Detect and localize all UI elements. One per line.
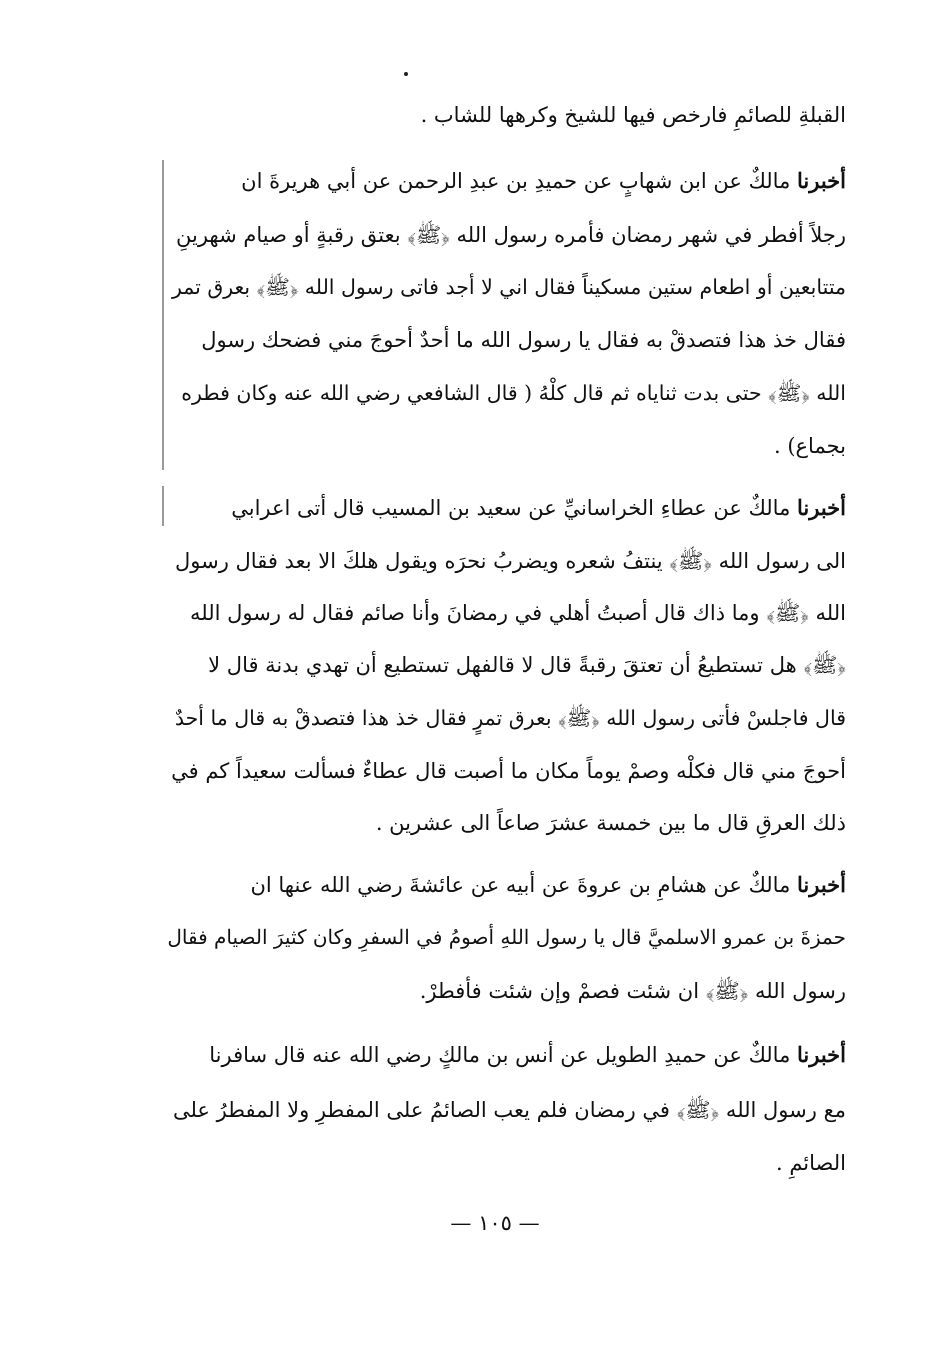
margin-line [162,486,164,526]
text-line: أحوجَ مني قال فكلْه وصمْ يوماً مكان ما أصبت قال عطاءٌ فسألت سعيداً كم في [171,759,846,783]
lead-word: أخبرنا [797,1042,846,1067]
text-line: رجلاً أفطر في شهر رمضان فأمره رسول الله ﴿ﷺ﴾ بعتق رقبةٍ أو صيام شهرينِ [176,223,846,247]
text-line: الصائمِ . [775,1151,846,1175]
text-line: أخبرنا مالكٌ عن عطاءِ الخراسانيِّ عن سعيد بن المسيب قال أتى اعرابي [231,495,846,520]
text-line: حمزةَ بن عمرو الاسلميَّ قال يا رسول اللهِ أصومُ في السفرِ وكان كثيرَ الصيام فقال [167,925,846,949]
text-line: متتابعين أو اطعام ستين مسكيناً فقال اني لا أجد فاتى رسول الله ﴿ﷺ﴾ بعرق تمر [171,275,846,299]
text-line: أخبرنا مالكٌ عن هشامِ بن عروةَ عن أبيه عن عائشةَ رضي الله عنها ان [250,872,846,897]
text-line: القبلةِ للصائمِ فارخص فيها للشيخ وكرهها للشاب . [420,103,846,127]
page-number: — ١٠٥ — [450,1211,540,1235]
text-line: قال فاجلسْ فأتى رسول الله ﴿ﷺ﴾ بعرق تمرٍ فقال خذ هذا فتصدقْ به قال ما أحدٌ [174,706,846,730]
text-line: أخبرنا مالكٌ عن ابن شهابٍ عن حميدِ بن عبدِ الرحمن عن أبي هريرةَ ان [241,168,846,193]
text-line: ذلك العرقِ قال ما بين خمسة عشرَ صاعاً الى عشرين . [375,811,846,835]
lead-word: أخبرنا [797,495,846,520]
margin-line [162,160,164,470]
text-line: الى رسول الله ﴿ﷺ﴾ ينتفُ شعره ويضربُ نحرَه ويقول هلكَ الا بعد فقال رسول [175,549,846,573]
lead-word: أخبرنا [797,872,846,897]
lead-word: أخبرنا [797,168,846,193]
text-line: رسول الله ﴿ﷺ﴾ ان شئت فصمْ وإن شئت فأفطرْ. [419,979,846,1003]
text-line: أخبرنا مالكٌ عن حميدِ الطويل عن أنس بن مالكٍ رضي الله عنه قال سافرنا [209,1042,846,1067]
ink-dot [404,72,408,76]
text-line: بجماع) . [773,434,846,458]
text-line: مع رسول الله ﴿ﷺ﴾ في رمضان فلم يعب الصائمُ على المفطرِ ولا المفطرُ على [172,1098,846,1122]
text-line: ﴿ﷺ﴾ هل تستطيعُ أن تعتقَ رقبةً قال لا قالفهل تستطيع أن تهدي بدنة قال لا [208,653,846,677]
text-line: فقال خذ هذا فتصدقْ به فقال يا رسول الله ما أحدٌ أحوجَ مني فضحك رسول [201,328,846,352]
text-line: الله ﴿ﷺ﴾ وما ذاك قال أصبتُ أهلي في رمضانَ وأنا صائم فقال له رسول الله [190,601,846,625]
text-line: الله ﴿ﷺ﴾ حتى بدت ثناياه ثم قال كلْهُ ( قال الشافعي رضي الله عنه وكان فطره [181,381,846,405]
